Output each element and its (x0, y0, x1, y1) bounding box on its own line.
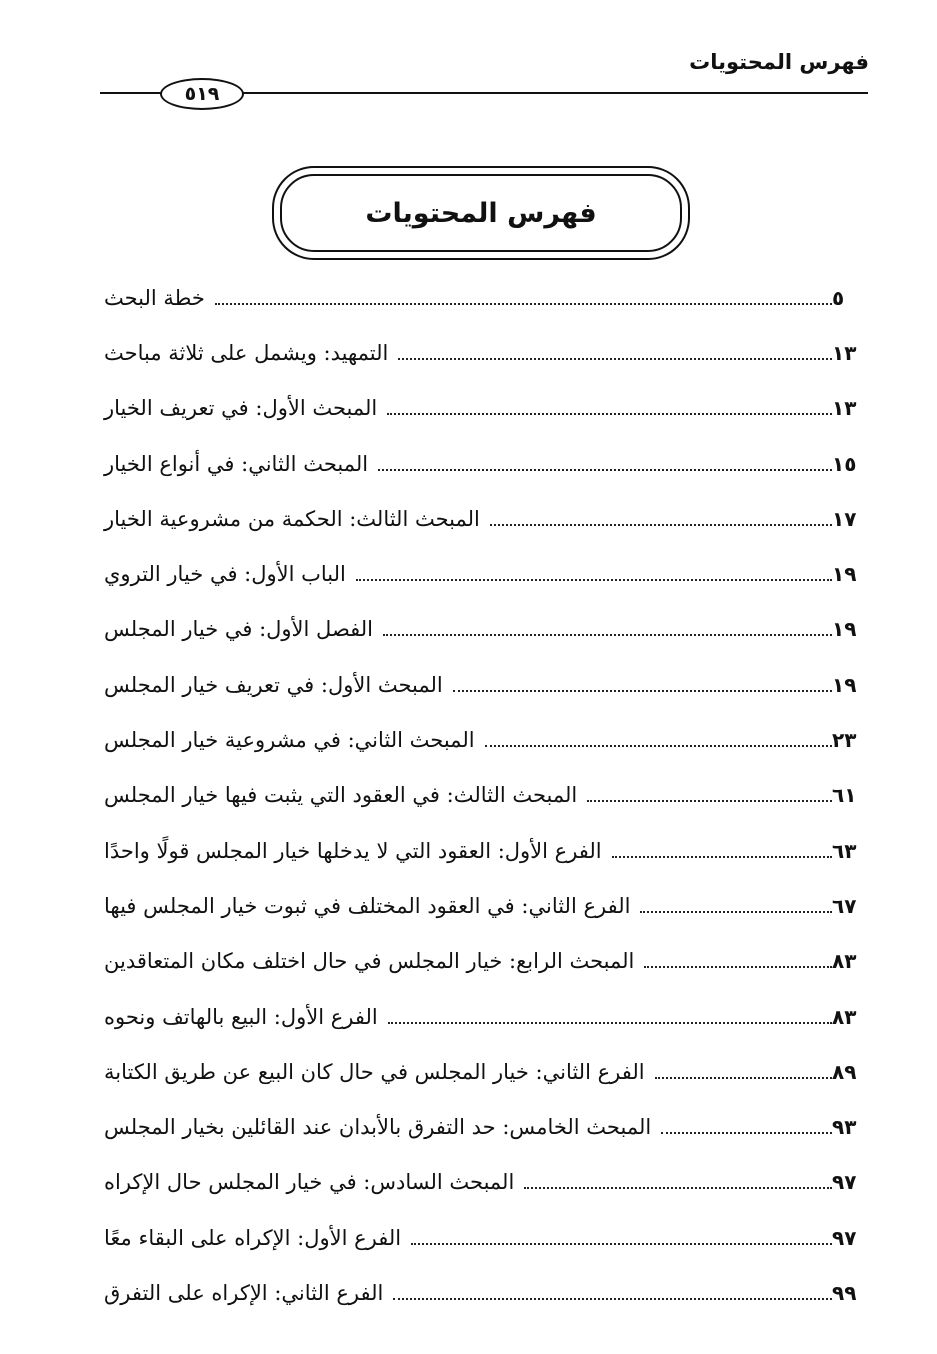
toc-entry-page: ١٩ (832, 562, 857, 587)
toc-leader-dots (356, 579, 832, 581)
toc-entry[interactable] (96, 1155, 864, 1210)
toc-entry-page: ٦٣ (832, 838, 857, 863)
toc-entry[interactable] (96, 436, 864, 491)
toc-entry[interactable] (96, 823, 864, 878)
toc-leader-dots (524, 1187, 832, 1189)
toc-entry-label: المبحث الخامس: حد التفرق بالأبدان عند القائلين بخيار المجلس (104, 1115, 652, 1140)
toc-entry-page: ٦١ (832, 783, 857, 808)
toc-entry-page: ٦٧ (832, 893, 857, 918)
running-header-title: فهرس المحتويات (689, 50, 869, 74)
toc-leader-dots (490, 524, 832, 526)
toc-entry-page: ١٣ (832, 396, 857, 421)
toc-entry-page: ٨٣ (832, 949, 857, 974)
toc-leader-dots (378, 469, 832, 471)
toc-leader-dots (644, 966, 832, 968)
toc-entry[interactable] (96, 878, 864, 933)
toc-entry[interactable] (96, 712, 864, 767)
toc-entry-label: المبحث الأول: في تعريف خيار المجلس (104, 672, 443, 697)
toc-entry-page: ٩٩ (832, 1280, 857, 1305)
toc-entry[interactable] (96, 1265, 864, 1320)
table-of-contents (96, 270, 864, 1321)
toc-entry-page: ٩٧ (832, 1170, 857, 1195)
toc-entry[interactable] (96, 270, 864, 325)
toc-entry-page: ٩٧ (832, 1225, 857, 1250)
toc-entry[interactable] (96, 657, 864, 712)
toc-entry[interactable] (96, 491, 864, 546)
toc-entry[interactable] (96, 1044, 864, 1099)
toc-entry-label: الفرع الثاني: في العقود المختلف في ثبوت خيار المجلس فيها (104, 893, 631, 918)
toc-entry-label: الفصل الأول: في خيار المجلس (104, 617, 374, 642)
toc-entry-label: المبحث الثالث: الحكمة من مشروعية الخيار (104, 506, 480, 531)
toc-entry[interactable] (96, 1099, 864, 1154)
toc-leader-dots (612, 856, 832, 858)
toc-entry-label: الباب الأول: في خيار التروي (104, 562, 346, 587)
toc-entry-label: المبحث الأول: في تعريف الخيار (104, 396, 378, 421)
toc-leader-dots (640, 911, 832, 913)
toc-entry[interactable] (96, 934, 864, 989)
toc-entry-label: الفرع الأول: الإكراه على البقاء معًا (104, 1225, 402, 1250)
toc-leader-dots (388, 1022, 832, 1024)
toc-entry[interactable] (96, 325, 864, 380)
toc-entry-label: الفرع الثاني: الإكراه على التفرق (104, 1280, 384, 1305)
toc-entry-label: المبحث الثاني: في أنواع الخيار (104, 451, 369, 476)
toc-entry-label: الفرع الأول: البيع بالهاتف ونحوه (104, 1004, 378, 1029)
page-number-badge (160, 78, 244, 110)
toc-entry-page: ١٩ (832, 617, 857, 642)
toc-leader-dots (387, 413, 832, 415)
toc-leader-dots (485, 745, 832, 747)
title-frame-inner (280, 174, 682, 252)
toc-entry-label: المبحث السادس: في خيار المجلس حال الإكراه (104, 1170, 515, 1195)
page-title: فهرس المحتويات (365, 197, 597, 229)
toc-entry-label: التمهيد: ويشمل على ثلاثة مباحث (104, 340, 389, 365)
toc-leader-dots (383, 634, 832, 636)
toc-entry-page: ١٣ (832, 340, 857, 365)
title-frame (272, 166, 690, 260)
toc-leader-dots (661, 1132, 832, 1134)
toc-entry[interactable] (96, 602, 864, 657)
toc-leader-dots (411, 1243, 832, 1245)
toc-entry[interactable] (96, 381, 864, 436)
toc-leader-dots (215, 303, 832, 305)
toc-entry-label: الفرع الأول: العقود التي لا يدخلها خيار المجلس قولًا واحدًا (104, 838, 602, 863)
toc-entry-page: ٢٣ (832, 728, 857, 753)
toc-entry[interactable] (96, 1210, 864, 1265)
toc-leader-dots (393, 1298, 832, 1300)
toc-leader-dots (587, 800, 832, 802)
toc-entry-label: الفرع الثاني: خيار المجلس في حال كان البيع عن طريق الكتابة (104, 1059, 645, 1084)
toc-leader-dots (453, 690, 832, 692)
toc-entry-page: ٨٩ (832, 1059, 857, 1084)
toc-entry-page: ٩٣ (832, 1115, 857, 1140)
toc-entry-label: خطة البحث (104, 285, 205, 310)
toc-entry[interactable] (96, 546, 864, 601)
toc-entry-label: المبحث الثاني: في مشروعية خيار المجلس (104, 728, 475, 753)
toc-entry-page: ١٩ (832, 672, 857, 697)
toc-leader-dots (398, 358, 832, 360)
toc-entry-page: ٥ (832, 285, 845, 310)
toc-entry-label: المبحث الثالث: في العقود التي يثبت فيها خيار المجلس (104, 783, 578, 808)
toc-entry[interactable] (96, 768, 864, 823)
toc-entry-page: ١٧ (832, 506, 857, 531)
page-number: ٥١٩ (184, 83, 220, 105)
toc-entry[interactable] (96, 989, 864, 1044)
toc-leader-dots (655, 1077, 832, 1079)
toc-entry-label: المبحث الرابع: خيار المجلس في حال اختلف مكان المتعاقدين (104, 949, 635, 974)
toc-entry-page: ١٥ (832, 451, 857, 476)
toc-entry-page: ٨٣ (832, 1004, 857, 1029)
